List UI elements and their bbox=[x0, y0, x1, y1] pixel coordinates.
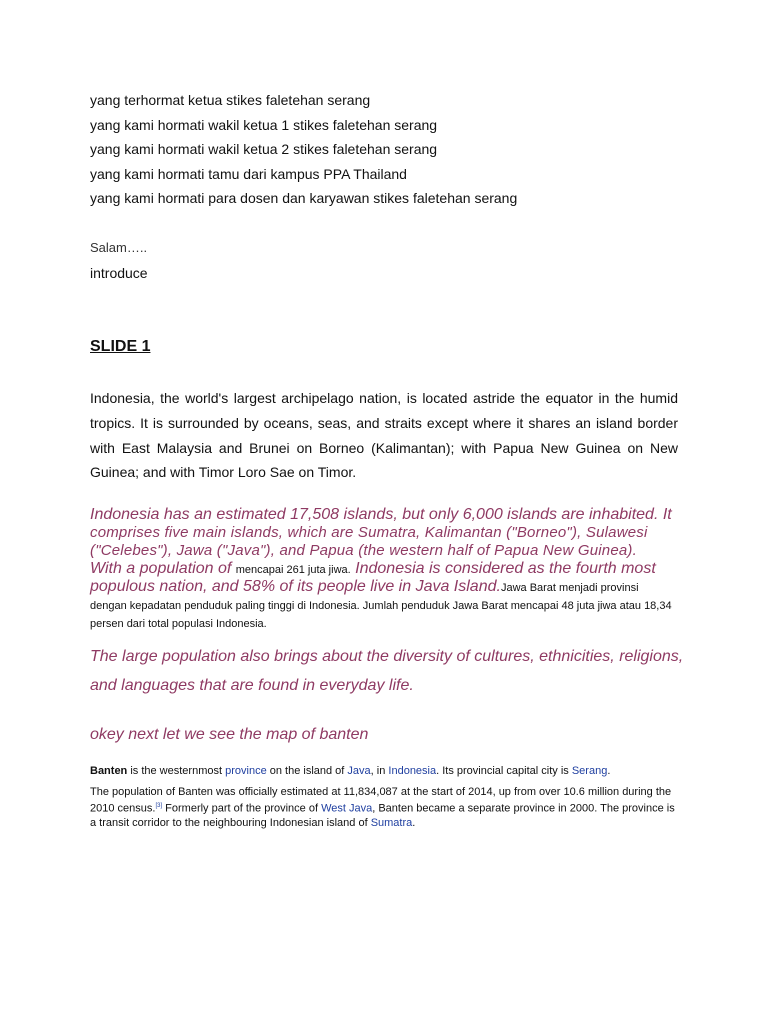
greeting-line: yang terhormat ketua stikes faletehan serang bbox=[90, 92, 371, 108]
islands-text: Indonesia has an estimated 17,508 islands, but only 6,000 islands are inhabited. It bbox=[90, 506, 672, 523]
greetings-list bbox=[90, 88, 517, 211]
banten-text: is the westernmost bbox=[127, 765, 226, 777]
banten-text: . bbox=[607, 765, 611, 777]
next-map-text: okey next let we see the map of banten bbox=[90, 726, 369, 743]
population-text: , Banten became a separate province in 2000. The province is a transit corridor to the neighbouring Indonesian island of bbox=[90, 802, 675, 829]
banten-intro bbox=[90, 764, 610, 778]
fourth-populous-text: Indonesia is considered as the fourth most populous nation, and 58% of its people live in Java Island. bbox=[90, 560, 656, 595]
banten-text: , in bbox=[370, 765, 389, 777]
salam-text: Salam….. bbox=[90, 240, 148, 255]
west-java-link[interactable]: West Java bbox=[321, 802, 373, 815]
population-value: mencapai 261 juta jiwa. bbox=[235, 564, 351, 576]
banten-population bbox=[90, 785, 675, 830]
population-lead: With a population of bbox=[90, 560, 232, 577]
banten-text: on the island of bbox=[266, 765, 348, 777]
population-text: . bbox=[412, 816, 416, 829]
greeting-line: yang kami hormati wakil ketua 1 stikes faletehan serang bbox=[90, 116, 438, 133]
greeting-line: yang kami hormati wakil ketua 2 stikes faletehan serang bbox=[90, 141, 438, 157]
diversity-paragraph: The large population also brings about the diversity of cultures, ethnicities, religions, and languages that are found in everyday life. bbox=[90, 648, 684, 694]
serang-link[interactable]: Serang bbox=[571, 765, 608, 777]
salam-block bbox=[90, 236, 148, 285]
banten-text: . Its provincial capital city is bbox=[436, 765, 572, 777]
stats-paragraph bbox=[90, 506, 678, 632]
banten-name: Banten bbox=[90, 765, 128, 777]
slide-title: SLIDE 1 bbox=[90, 338, 151, 355]
greeting-line: yang kami hormati tamu dari kampus PPA Thailand bbox=[90, 165, 407, 182]
java-link[interactable]: Java bbox=[347, 765, 371, 777]
indonesia-link[interactable]: Indonesia bbox=[388, 765, 437, 777]
population-text: The population of Banten was officially estimated at 11,834,087 at the start of 2014, up from over 10.6 million during the 2010 census. bbox=[90, 786, 672, 815]
intro-paragraph: Indonesia, the world's largest archipelago nation, is located astride the equator in the humid tropics. It is surrounded by oceans, seas, and straits except where it shares an island border with East Malaysia and Brunei on Borneo (Kalimantan); with Papua New Guinea on New Guinea; and with Timor Loro Sae on Timor. bbox=[90, 390, 678, 481]
sumatra-link[interactable]: Sumatra bbox=[370, 816, 413, 829]
jawa-barat-text: Jawa Barat menjadi provinsi dengan kepadatan penduduk paling tinggi di Indonesia. Jumlah penduduk Jawa Barat mencapai 48 juta jiwa atau 18,34 persen dari total populasi Indonesia. bbox=[90, 582, 672, 630]
population-text: Formerly part of the province of bbox=[162, 802, 322, 815]
introduce-text: introduce bbox=[90, 264, 148, 281]
main-islands-text: comprises five main islands, which are Sumatra, Kalimantan ("Borneo"), Sulawesi ("Celebes"), Jawa ("Java"), and Papua (the western half of Papua New Guinea). bbox=[90, 524, 648, 559]
province-link[interactable]: province bbox=[225, 765, 267, 777]
reference-link[interactable]: [3] bbox=[155, 803, 163, 809]
greeting-line: yang kami hormati para dosen dan karyawan stikes faletehan serang bbox=[90, 190, 518, 206]
